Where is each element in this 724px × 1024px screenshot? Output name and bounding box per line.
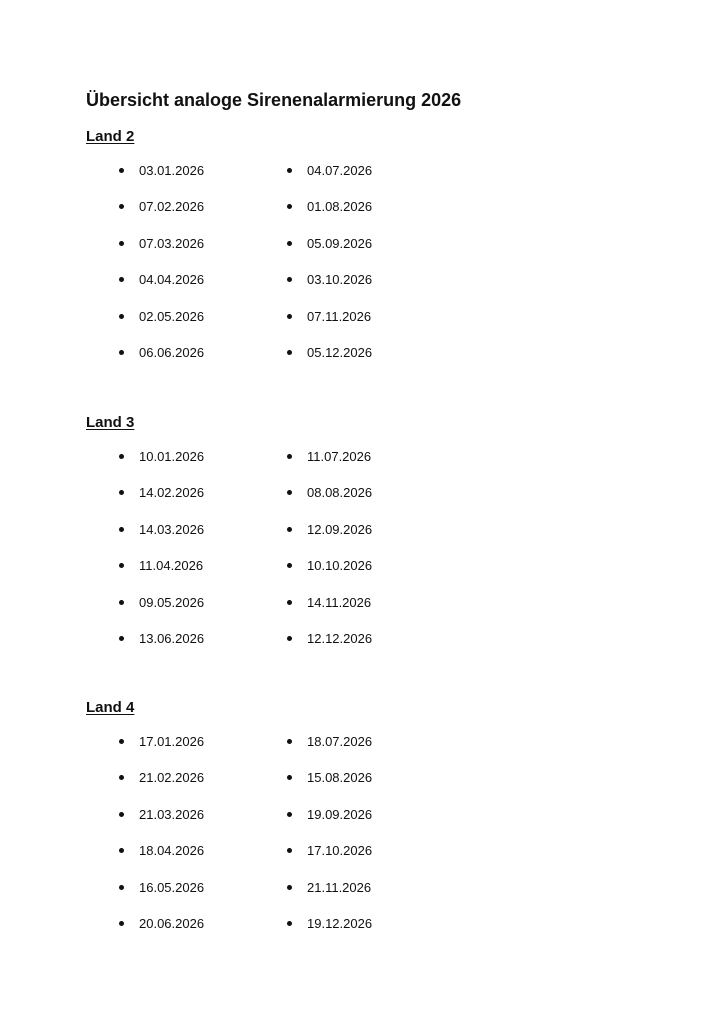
date-text: 01.08.2026 [307,199,373,215]
bullet-icon [119,600,124,605]
date-text: 09.05.2026 [139,594,205,610]
date-text: 03.10.2026 [307,272,373,288]
bullet-icon [287,563,292,568]
date-text: 17.10.2026 [307,843,373,859]
list-item [287,880,447,916]
list-item [287,236,447,272]
bullet-icon [119,204,124,209]
list-item [287,163,447,199]
date-text: 10.01.2026 [139,449,205,464]
date-text: 11.04.2026 [139,558,204,574]
list-item [287,631,447,667]
date-text: 02.05.2026 [139,308,205,324]
date-text: 08.08.2026 [307,485,373,501]
date-text: 07.03.2026 [139,235,205,251]
bullet-icon [119,636,124,641]
bullet-icon [287,241,292,246]
list-item [287,558,447,594]
bullet-icon [119,277,124,282]
date-list-left [119,449,279,667]
date-text: 17.01.2026 [139,734,205,749]
bullet-icon [119,527,124,532]
list-item [119,880,279,916]
bullet-icon [287,812,292,817]
list-item [119,309,279,345]
list-item [119,522,279,558]
list-item [287,595,447,631]
list-item [287,916,447,952]
date-text: 18.04.2026 [139,843,205,859]
list-item [287,734,447,770]
bullet-icon [119,812,124,817]
list-item [119,843,279,879]
bullet-icon [287,350,292,355]
list-item [119,236,279,272]
bullet-icon [287,885,292,890]
bullet-icon [287,168,292,173]
section-heading: Land 4 [86,699,135,716]
list-item [119,272,279,308]
list-item [287,522,447,558]
bullet-icon [119,563,124,568]
date-text: 14.11.2026 [307,594,372,610]
bullet-icon [287,277,292,282]
date-text: 10.10.2026 [307,558,373,574]
date-text: 04.07.2026 [307,163,373,178]
bullet-icon [287,921,292,926]
list-item [287,843,447,879]
list-item [287,199,447,235]
date-text: 03.01.2026 [139,163,205,178]
bullet-icon [119,490,124,495]
bullet-icon [119,454,124,459]
date-text: 20.06.2026 [139,915,205,931]
list-item [119,345,279,381]
date-text: 16.05.2026 [139,879,205,895]
list-item [119,163,279,199]
bullet-icon [287,739,292,744]
date-list-left [119,734,279,952]
bullet-icon [119,739,124,744]
list-item [119,807,279,843]
list-item [287,485,447,521]
date-text: 07.02.2026 [139,199,205,215]
bullet-icon [287,527,292,532]
date-text: 21.02.2026 [139,770,205,786]
bullet-icon [287,636,292,641]
bullet-icon [119,775,124,780]
bullet-icon [287,204,292,209]
list-item [287,309,447,345]
page-title: Übersicht analoge Sirenenalarmierung 2026 [86,90,462,110]
list-item [119,916,279,952]
bullet-icon [287,454,292,459]
date-text: 13.06.2026 [139,630,205,646]
date-text: 12.12.2026 [307,630,373,646]
date-list-right [287,734,447,952]
date-text: 14.02.2026 [139,485,205,501]
date-text: 15.08.2026 [307,770,373,786]
list-item [119,770,279,806]
list-item [287,345,447,381]
date-text: 06.06.2026 [139,344,205,360]
bullet-icon [287,848,292,853]
list-item [119,558,279,594]
date-text: 19.12.2026 [307,915,373,931]
bullet-icon [119,885,124,890]
date-text: 14.03.2026 [139,521,205,537]
bullet-icon [119,241,124,246]
date-text: 11.07.2026 [307,449,372,464]
date-text: 12.09.2026 [307,521,373,537]
date-text: 05.12.2026 [307,344,373,360]
bullet-icon [119,314,124,319]
bullet-icon [287,600,292,605]
bullet-icon [287,490,292,495]
date-text: 04.04.2026 [139,272,205,288]
date-text: 07.11.2026 [307,308,372,324]
bullet-icon [119,921,124,926]
bullet-icon [119,848,124,853]
list-item [119,631,279,667]
date-list-right [287,163,447,381]
list-item [287,807,447,843]
bullet-icon [119,350,124,355]
date-text: 19.09.2026 [307,806,373,822]
date-list-right [287,449,447,667]
bullet-icon [287,775,292,780]
list-item [119,199,279,235]
bullet-icon [119,168,124,173]
list-item [119,449,279,485]
date-text: 21.11.2026 [307,879,372,895]
list-item [287,449,447,485]
list-item [119,485,279,521]
bullet-icon [287,314,292,319]
date-list-left [119,163,279,381]
list-item [287,272,447,308]
section-heading: Land 2 [86,128,135,145]
date-text: 18.07.2026 [307,734,373,749]
list-item [119,595,279,631]
date-text: 21.03.2026 [139,806,205,822]
section-heading: Land 3 [86,414,135,431]
date-text: 05.09.2026 [307,235,373,251]
list-item [119,734,279,770]
list-item [287,770,447,806]
